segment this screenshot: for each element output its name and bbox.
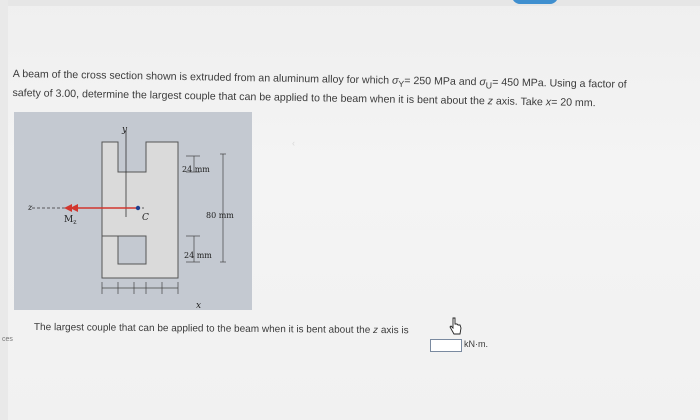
answer-input[interactable] <box>430 339 462 352</box>
side-text-fragment: ces <box>2 336 13 343</box>
centroid-point <box>136 206 140 210</box>
mouse-pointer-icon <box>447 316 463 336</box>
moment-label: $M_z$ <box>64 215 77 226</box>
axis-z-symbol: z <box>487 95 494 108</box>
x-dimension-label: x <box>196 301 202 310</box>
problem-text: = 20 mm. <box>551 96 596 110</box>
sigma-subscript-u: U <box>485 80 493 91</box>
dim-height-label: 80 mm <box>206 211 234 220</box>
answer-unit: kN·m. <box>464 339 488 349</box>
problem-text: = 250 MPa and <box>404 74 480 89</box>
faint-mark: ‹ <box>292 138 295 148</box>
cross-section-figure <box>14 112 252 310</box>
axis-z-symbol: z <box>373 324 379 337</box>
header-badge <box>512 0 558 4</box>
left-edge-panel <box>0 0 8 420</box>
sigma-subscript-y: Y <box>398 78 405 89</box>
y-axis-label: y <box>122 125 128 135</box>
problem-text: = 450 MPa. Using a factor of <box>492 76 627 91</box>
problem-text: axis. Take <box>492 95 546 109</box>
dim-bottom-label: 24 mm <box>184 251 212 260</box>
dim-top-label: 24 mm <box>182 165 210 174</box>
answer-text: The largest couple that can be applied to the beam when it is bent about the <box>33 322 374 336</box>
problem-statement <box>12 66 693 113</box>
problem-text: A beam of the cross section shown is extruded from an aluminum alloy for which <box>12 67 393 87</box>
z-axis-label: z <box>28 203 33 212</box>
sigma-symbol: σ <box>391 74 399 87</box>
centroid-label: C <box>142 213 149 223</box>
sigma-symbol: σ <box>479 76 486 89</box>
problem-text: safety of 3.00, determine the largest couple that can be applied to the beam when it is bent about the <box>12 87 488 108</box>
answer-prompt <box>34 322 409 336</box>
answer-text: axis is <box>378 325 409 337</box>
x-symbol: x <box>545 96 552 109</box>
cross-section-diagram <box>14 112 252 310</box>
top-strip <box>0 0 700 6</box>
